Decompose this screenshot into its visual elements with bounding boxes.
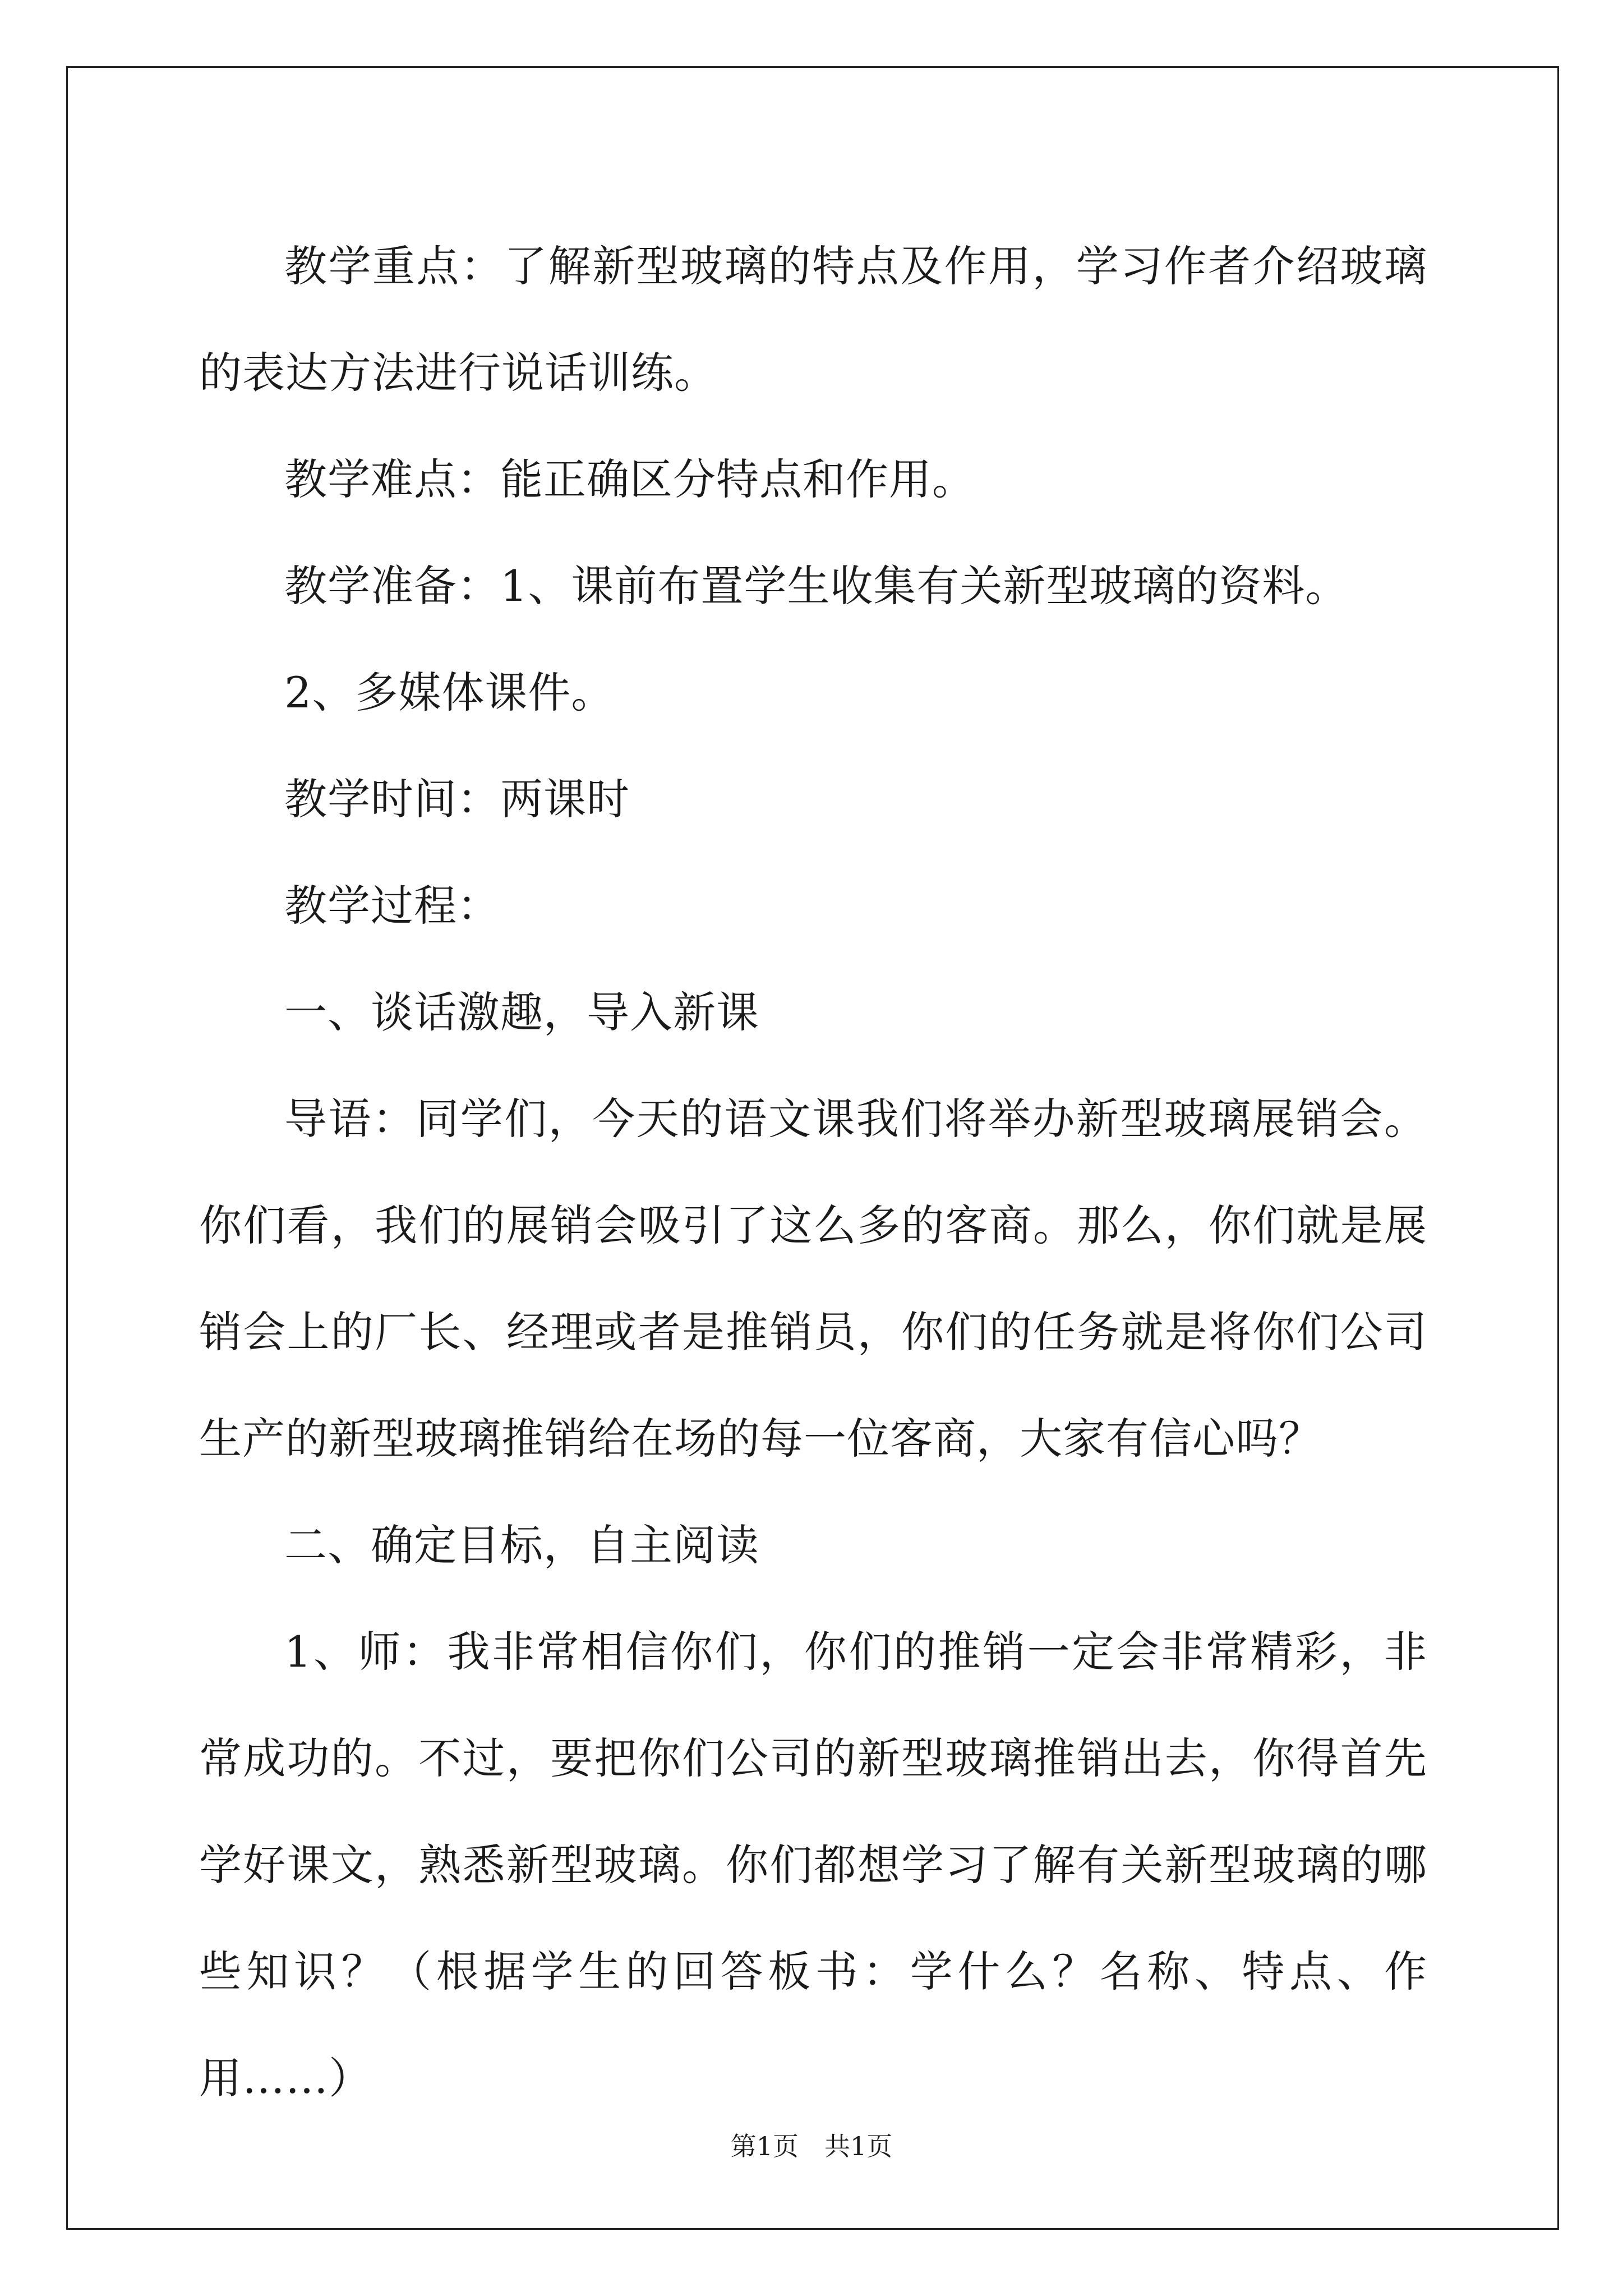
paragraph-preparation-item-2: 2、多媒体课件。	[284, 668, 615, 717]
paragraph-teaching-preparation: 教学准备：1、课前布置学生收集有关新型玻璃的资料。	[284, 561, 1349, 611]
document-body	[199, 213, 1427, 2132]
paragraph-teaching-process: 教学过程：	[284, 881, 500, 931]
page-footer: 第1页 共1页	[730, 2131, 893, 2161]
paragraph-intro-speech: 导语：同学们，今天的语文课我们将举办新型玻璃展销会。你们看，我们的展销会吸引了这么多的客商。那么，你们就是展销会上的厂长、经理或者是推销员，你们的任务就是将你们公司生产的新型玻璃推销给在场的每一位客商，大家有信心吗？	[199, 1094, 1427, 1464]
paragraph-teacher-speech: 1、师：我非常相信你们，你们的推销一定会非常精彩，非常成功的。不过，要把你们公司的新型玻璃推销出去，你得首先学好课文，熟悉新型玻璃。你们都想学习了解有关新型玻璃的哪些知识？（根据学生的回答板书：学什么？名称、特点、作用……）	[199, 1627, 1427, 2103]
paragraph-teaching-focus: 教学重点：了解新型玻璃的特点及作用，学习作者介绍玻璃的表达方法进行说话训练。	[199, 241, 1427, 398]
paragraph-teaching-difficulty: 教学难点：能正确区分特点和作用。	[284, 454, 975, 504]
section-heading-1: 一、谈话激趣，导入新课	[284, 987, 759, 1037]
section-heading-2: 二、确定目标，自主阅读	[284, 1520, 759, 1570]
paragraph-teaching-time: 教学时间：两课时	[284, 774, 630, 824]
